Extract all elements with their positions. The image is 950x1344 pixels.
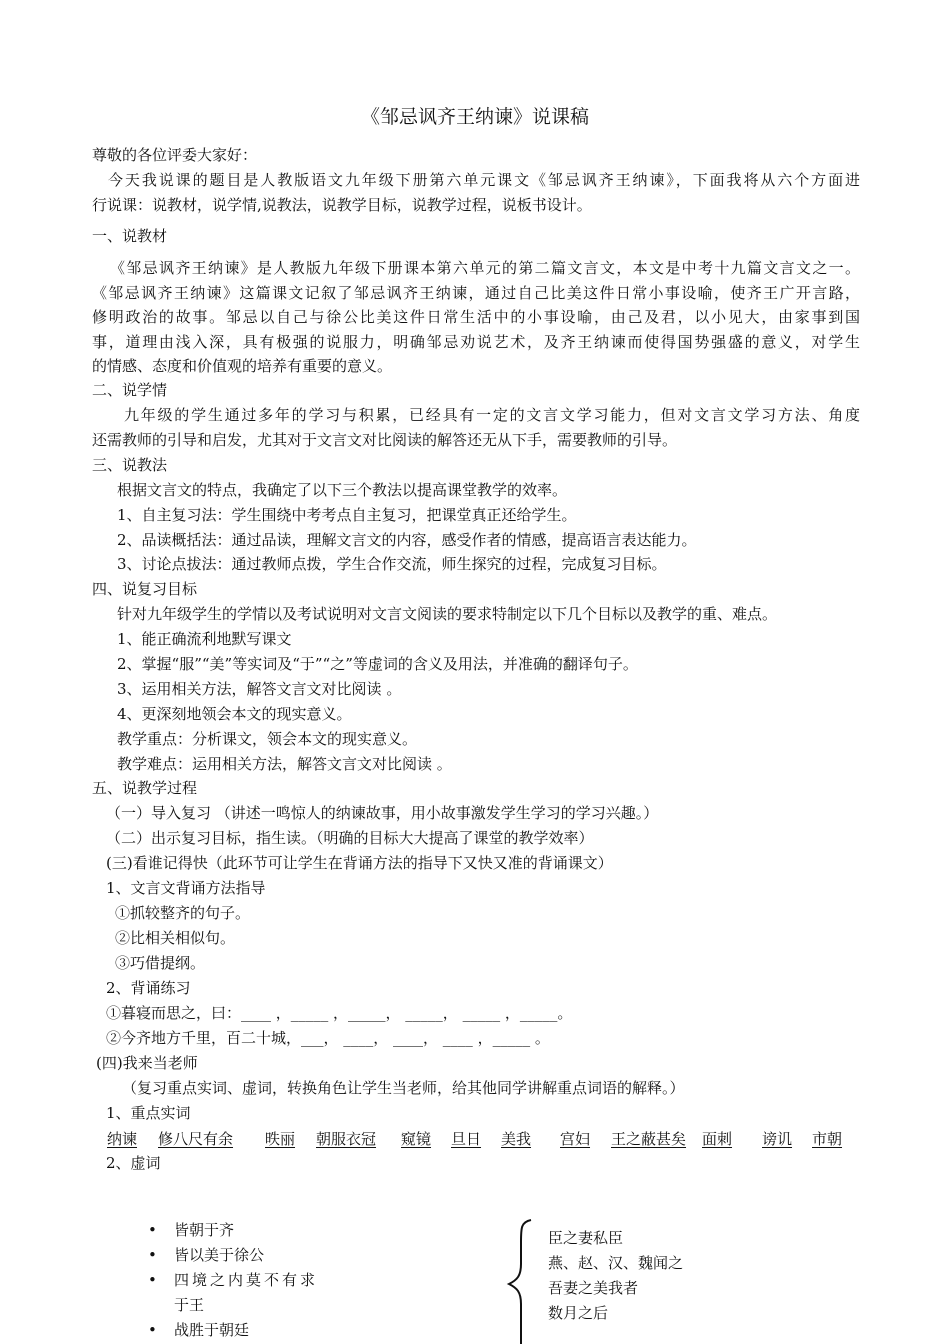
brace-icon <box>505 1218 535 1344</box>
key-word: 纳谏 <box>107 1130 138 1148</box>
bullet-item: • 战胜于朝廷 <box>148 1318 318 1343</box>
list-item: ③巧借提纲。 <box>115 954 206 972</box>
key-word: 王之蔽甚矣 <box>611 1130 687 1148</box>
list-item: （二）出示复习目标，指生读。（明确的目标大大提高了课堂的教学效率） <box>106 829 594 847</box>
list-item: ①抓较整齐的句子。 <box>115 904 251 922</box>
bullet-continuation: 于王 <box>174 1296 205 1314</box>
greeting: 尊敬的各位评委大家好： <box>92 146 258 164</box>
key-word: 昳丽 <box>265 1130 296 1148</box>
list-item: (三)看谁记得快（此环节可让学生在背诵方法的指导下又快又准的背诵课文） <box>106 854 613 872</box>
bullet-item: • 皆朝于齐 <box>148 1218 318 1243</box>
section-heading: 三、说教法 <box>92 456 168 474</box>
fill-blank-line: ①暮寝而思之，曰：____ ，_____ ，_____， _____， _____ ，_____。 <box>106 1004 573 1022</box>
key-word: 窥镜 <box>401 1130 432 1148</box>
list-item: 根据文言文的特点，我确定了以下三个教法以提高课堂教学的效率。 <box>117 481 568 499</box>
paragraph-line: 事，道理由浅入深，具有极强的说服力，明确邹忌劝说艺术，及齐王纳谏而使得国势强盛的意义，对学生 <box>92 333 860 351</box>
right-list-item: 数月之后 <box>548 1304 609 1322</box>
bullet-list <box>148 1218 318 1343</box>
section-heading: 一、说教材 <box>92 227 168 245</box>
list-item: （复习重点实词、虚词，转换角色让学生当老师，给其他同学讲解重点词语的解释。） <box>122 1079 685 1097</box>
key-word: 旦日 <box>451 1130 482 1148</box>
bullet-item: • 四境之内莫不有求 <box>148 1268 318 1293</box>
paragraph-line: 九年级的学生通过多年的学习与积累，已经具有一定的文言文学习能力，但对文言文学习方法、角度 <box>124 406 860 424</box>
right-list <box>548 1226 683 1326</box>
intro-line: 行说课：说教材，说学情,说教法，说教学目标，说教学过程，说板书设计。 <box>92 196 592 214</box>
list-item: (四)我来当老师 <box>96 1054 198 1072</box>
key-word: 修八尺有余 <box>158 1130 234 1148</box>
list-item: 1、文言文背诵方法指导 <box>106 879 266 897</box>
list-item: 2、背诵练习 <box>106 979 191 997</box>
section-heading: 二、说学情 <box>92 381 168 399</box>
list-item: 1、自主复习法：学生围绕中考考点自主复习，把课堂真正还给学生。 <box>117 506 577 524</box>
bullet-item: • 皆以美于徐公 <box>148 1243 318 1268</box>
list-item: 2、品读概括法：通过品读，理解文言文的内容，感受作者的情感，提高语言表达能力。 <box>117 531 697 549</box>
right-list-item: 燕、赵、汉、魏闻之 <box>548 1254 684 1272</box>
paragraph-line: 的情感、态度和价值观的培养有重要的意义。 <box>92 357 393 375</box>
list-item: 4、更深刻地领会本文的现实意义。 <box>117 705 352 723</box>
list-item: 教学重点：分析课文，领会本文的现实意义。 <box>117 730 418 748</box>
fill-blank-line: ②今齐地方千里，百二十城，___， ____， ____， ____ ，_____ 。 <box>106 1029 550 1047</box>
page-title: 《邹忌讽齐王纳谏》说课稿 <box>360 106 589 128</box>
list-item: 2、虚词 <box>106 1154 161 1172</box>
key-word: 面刺 <box>702 1130 733 1148</box>
list-item: 2、掌握“服”“美”等实词及“于”“之”等虚词的含义及用法，并准确的翻译句子。 <box>117 655 638 673</box>
key-word: 宫妇 <box>560 1130 591 1148</box>
section-heading: 四、说复习目标 <box>92 580 198 598</box>
list-item: ②比相关相似句。 <box>115 929 236 947</box>
key-word: 谤讥 <box>762 1130 793 1148</box>
paragraph-line: 《邹忌讽齐王纳谏》是人教版九年级下册课本第六单元的第二篇文言文，本文是中考十九篇文言文之一。 <box>110 259 860 277</box>
list-item: （一）导入复习 （讲述一鸣惊人的纳谏故事，用小故事激发学生学习的学习兴趣。） <box>106 804 659 822</box>
list-item: 3、运用相关方法，解答文言文对比阅读 。 <box>117 680 402 698</box>
paragraph-line: 《邹忌讽齐王纳谏》这篇课文记叙了邹忌讽齐王纳谏，通过自己比美这件日常小事设喻，使齐王广开言路， <box>92 284 860 302</box>
list-item: 教学难点：运用相关方法，解答文言文对比阅读 。 <box>117 755 452 773</box>
key-word: 美我 <box>501 1130 532 1148</box>
list-item: 1、能正确流利地默写课文 <box>117 630 292 648</box>
paragraph-line: 修明政治的故事。邹忌以自己与徐公比美这件日常生活中的小事设喻，由己及君，以小见大，由家事到国 <box>92 308 860 326</box>
list-item: 3、讨论点拔法：通过教师点拨，学生合作交流，师生探究的过程，完成复习目标。 <box>117 555 667 573</box>
key-word: 市朝 <box>812 1130 843 1148</box>
intro-line: 今天我说课的题目是人教版语文九年级下册第六单元课文《邹忌讽齐王纳谏》，下面我将从六个方面进 <box>108 171 860 189</box>
key-word: 朝服衣冠 <box>316 1130 377 1148</box>
paragraph-line: 还需教师的引导和启发，尤其对于文言文对比阅读的解答还无从下手，需要教师的引导。 <box>92 431 678 449</box>
right-list-item: 吾妻之美我者 <box>548 1279 639 1297</box>
section-heading: 五、说教学过程 <box>92 779 198 797</box>
list-item: 针对九年级学生的学情以及考试说明对文言文阅读的要求特制定以下几个目标以及教学的重、难点。 <box>117 605 778 623</box>
right-list-item: 臣之妻私臣 <box>548 1229 624 1247</box>
list-item: 1、重点实词 <box>106 1104 191 1122</box>
